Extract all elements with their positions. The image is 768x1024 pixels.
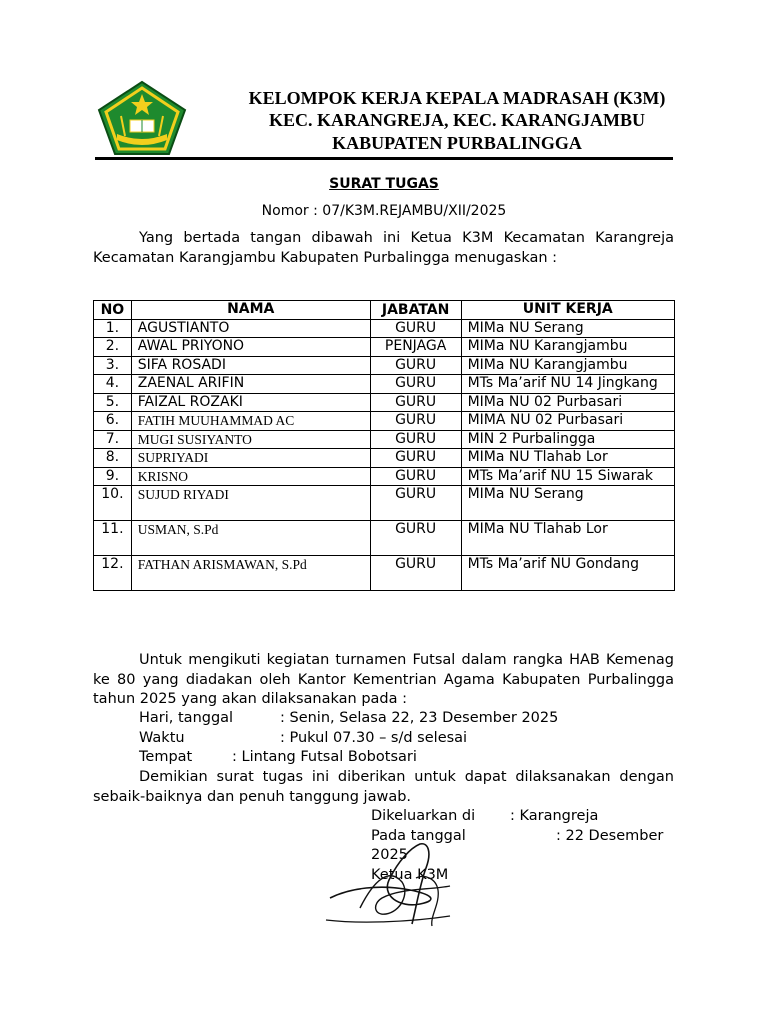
- row-unit-kerja: MIMa NU Tlahab Lor: [461, 521, 674, 556]
- tempat-label: Tempat: [139, 749, 193, 765]
- row-nama: AGUSTIANTO: [131, 319, 370, 338]
- letterhead-divider: [95, 157, 673, 160]
- row-jabatan: GURU: [370, 521, 461, 556]
- row-nama: KRISNO: [131, 467, 370, 486]
- kemenag-logo-icon: [97, 80, 187, 156]
- row-no: 4.: [94, 375, 132, 394]
- row-unit-kerja: MIN 2 Purbalingga: [461, 430, 674, 449]
- row-unit-kerja: MIMa NU Serang: [461, 486, 674, 521]
- row-jabatan: PENJAGA: [370, 338, 461, 357]
- hari-value: : Senin, Selasa 22, 23 Desember 2025: [280, 710, 559, 726]
- table-row: [94, 375, 675, 394]
- row-no: 2.: [94, 338, 132, 357]
- row-jabatan: GURU: [370, 449, 461, 468]
- row-unit-kerja: MIMa NU Karangjambu: [461, 356, 674, 375]
- row-jabatan: GURU: [370, 319, 461, 338]
- dikeluarkan-label: Dikeluarkan di: [371, 808, 476, 824]
- letterhead-line-3: KABUPATEN PURBALINGGA: [332, 133, 582, 153]
- table-row: [94, 412, 675, 431]
- row-no: 7.: [94, 430, 132, 449]
- row-no: 3.: [94, 356, 132, 375]
- row-nama: SUJUD RIYADI: [131, 486, 370, 521]
- row-jabatan: GURU: [370, 393, 461, 412]
- signer-title: Ketua K3M: [371, 867, 449, 883]
- letterhead-line-2: KEC. KARANGREJA, KEC. KARANGJAMBU: [268, 110, 645, 130]
- row-jabatan: GURU: [370, 412, 461, 431]
- row-nama: AWAL PRIYONO: [131, 338, 370, 357]
- waktu-value: : Pukul 07.30 – s/d selesai: [280, 730, 468, 746]
- document-title: SURAT TUGAS: [329, 176, 439, 192]
- assignee-table: [93, 300, 675, 591]
- row-nama: FAIZAL ROZAKI: [131, 393, 370, 412]
- row-jabatan: GURU: [370, 556, 461, 591]
- row-no: 11.: [94, 521, 132, 556]
- table-row: [94, 356, 675, 375]
- row-unit-kerja: MIMa NU Serang: [461, 319, 674, 338]
- row-unit-kerja: MTs Ma’arif NU 14 Jingkang: [461, 375, 674, 394]
- letterhead-line-1: KELOMPOK KERJA KEPALA MADRASAH (K3M): [248, 88, 666, 108]
- tanggal-label: Pada tanggal: [371, 828, 466, 844]
- row-no: 9.: [94, 467, 132, 486]
- tanggal-year: 2025: [371, 847, 408, 863]
- row-nama: ZAENAL ARIFIN: [131, 375, 370, 394]
- row-unit-kerja: MTs Ma’arif NU 15 Siwarak: [461, 467, 674, 486]
- table-row: [94, 319, 675, 338]
- table-row: [94, 521, 675, 556]
- row-nama: MUGI SUSIYANTO: [131, 430, 370, 449]
- row-nama: FATHAN ARISMAWAN, S.Pd: [131, 556, 370, 591]
- table-row: [94, 430, 675, 449]
- row-unit-kerja: MIMA NU 02 Purbasari: [461, 412, 674, 431]
- row-unit-kerja: MIMa NU Karangjambu: [461, 338, 674, 357]
- header-nama: NAMA: [131, 301, 370, 320]
- row-unit-kerja: MIMa NU 02 Purbasari: [461, 393, 674, 412]
- row-nama: SUPRIYADI: [131, 449, 370, 468]
- table-header-row: [94, 301, 675, 320]
- table-row: [94, 467, 675, 486]
- hari-label: Hari, tanggal: [139, 710, 234, 726]
- row-nama: SIFA ROSADI: [131, 356, 370, 375]
- header-no: NO: [94, 301, 132, 320]
- table-row: [94, 486, 675, 521]
- row-nama: USMAN, S.Pd: [131, 521, 370, 556]
- row-jabatan: GURU: [370, 467, 461, 486]
- table-row: [94, 338, 675, 357]
- intro-paragraph: Yang bertada tangan dibawah ini Ketua K3M Kecamatan Karangreja Kecamatan Karangjambu Kabupaten Purbalingga menugaskan :: [93, 230, 674, 266]
- tanggal-value: : 22 Desember: [556, 828, 664, 844]
- row-no: 5.: [94, 393, 132, 412]
- row-no: 8.: [94, 449, 132, 468]
- row-no: 1.: [94, 319, 132, 338]
- row-unit-kerja: MTs Ma’arif NU Gondang: [461, 556, 674, 591]
- table-row: [94, 556, 675, 591]
- row-jabatan: GURU: [370, 356, 461, 375]
- row-jabatan: GURU: [370, 375, 461, 394]
- dikeluarkan-value: : Karangreja: [510, 808, 599, 824]
- handwritten-signature-icon: [320, 838, 470, 934]
- closing-paragraph: Demikian surat tugas ini diberikan untuk dapat dilaksanakan dengan sebaik-baiknya dan penuh tanggung jawab.: [93, 769, 674, 805]
- row-nama: FATIH MUUHAMMAD AC: [131, 412, 370, 431]
- row-no: 12.: [94, 556, 132, 591]
- body-paragraph: Untuk mengikuti kegiatan turnamen Futsal dalam rangka HAB Kemenag ke 80 yang diadakan oleh Kantor Kementrian Agama Kabupaten Purbalingga tahun 2025 yang akan dilaksanakan pada :: [93, 652, 674, 707]
- waktu-label: Waktu: [139, 730, 185, 746]
- row-unit-kerja: MIMa NU Tlahab Lor: [461, 449, 674, 468]
- header-unit-kerja: UNIT KERJA: [461, 301, 674, 320]
- row-jabatan: GURU: [370, 486, 461, 521]
- document-number: Nomor : 07/K3M.REJAMBU/XII/2025: [261, 203, 507, 219]
- header-jabatan: JABATAN: [370, 301, 461, 320]
- tempat-value: : Lintang Futsal Bobotsari: [232, 749, 417, 765]
- table-row: [94, 449, 675, 468]
- row-no: 10.: [94, 486, 132, 521]
- table-row: [94, 393, 675, 412]
- row-jabatan: GURU: [370, 430, 461, 449]
- row-no: 6.: [94, 412, 132, 431]
